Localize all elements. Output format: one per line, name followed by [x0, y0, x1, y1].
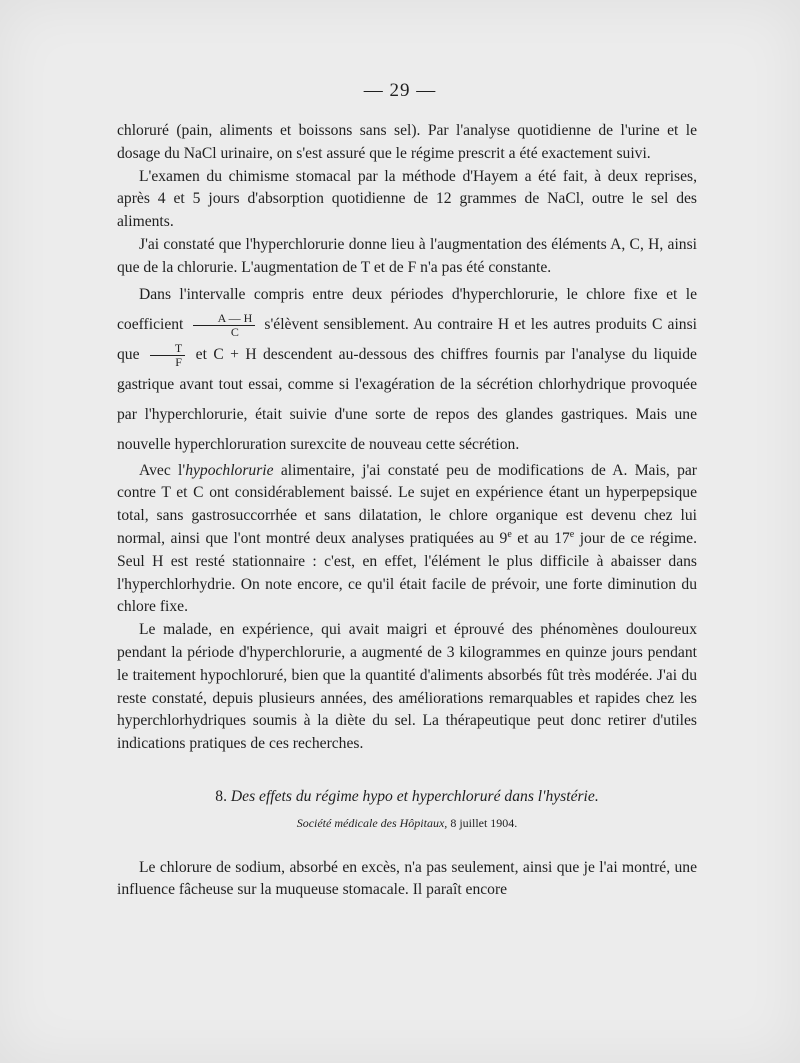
- paragraph-3: J'ai constaté que l'hyperchlorurie donne lieu à l'augmentation des éléments A, C, H, ainsi que de la chlorurie. L'augmentation de T et de F n'a pas été constante.: [117, 235, 697, 276]
- ordinal-superscript-2: e: [569, 528, 575, 540]
- paragraph-4: [117, 280, 697, 460]
- paragraph-5-part-a: Avec l': [139, 461, 186, 479]
- paragraph-5: [117, 460, 697, 620]
- paragraph-5-italic-term: hypochlorurie: [185, 461, 274, 479]
- fraction-a-minus-h-over-c: [193, 312, 256, 339]
- paragraph-5-part-b: alimentaire, j'ai constaté peu de modifications de A. Mais, par contre T et C ont considérablement baissé. Le sujet en expérience étant un hyperpepsique total, sans gastrosuccorrhée et sans dilatation, le chlore organique est devenu chez lui normal, ainsi que l'ont montré deux analyses pratiquées au 9: [117, 461, 697, 547]
- fraction-2-denominator: F: [175, 354, 182, 369]
- section-source-date: 8 juillet 1904.: [447, 815, 518, 830]
- section-source: [117, 812, 697, 835]
- section-heading: [117, 786, 697, 809]
- paragraph-1: chloruré (pain, aliments et boissons sans sel). Par l'analyse quotidienne de l'urine et le dosage du NaCl urinaire, on s'est assuré que le régime prescrit a été exactement suivi.: [117, 122, 697, 162]
- paragraph-7: Le chlorure de sodium, absorbé en excès, n'a pas seulement, ainsi que je l'ai montré, une influence fâcheuse sur la muqueuse stomacale. Il paraît encore: [117, 858, 697, 899]
- ordinal-superscript-1: e: [507, 528, 512, 540]
- paragraph-6: Le malade, en expérience, qui avait maigri et éprouvé des phénomènes douloureux pendant la période d'hyperchlorurie, a augmenté de 3 kilogrammes en quinze jours pendant le traitement hypochloruré, bien que la quantité d'aliments absorbés fût très modérée. J'ai du reste constaté, depuis plusieurs années, des améliorations remarquables et rapides chez les hyperchlorhydriques soumis à la diète du sel. La thérapeutique peut donc retirer d'utiles indications pratiques de ces recherches.: [117, 621, 697, 753]
- paragraph-4-part-b: s'élèvent sensiblement. Au contraire H et les autres produits C ainsi que: [117, 315, 697, 363]
- section-number: 8.: [215, 787, 227, 805]
- paragraph-4-part-a: Dans l'intervalle compris entre deux périodes d'hyperchlorurie, le chlore fixe et le coefficient: [117, 285, 697, 333]
- fraction-2-numerator: T: [150, 342, 185, 356]
- section-title: Des effets du régime hypo et hyperchloruré dans l'hystérie.: [230, 787, 599, 805]
- body-text: [117, 120, 697, 902]
- paragraph-5-part-d: jour de ce régime. Seul H est resté stationnaire : c'est, en effet, l'élément le plus difficile à abaisser dans l'hyperchlorhydrie. On note encore, ce qu'il était facile de prévoir, une forte diminution du chlore fixe.: [117, 529, 698, 616]
- page-number: — 29 —: [363, 80, 437, 101]
- fraction-1-denominator: C: [230, 324, 239, 339]
- paragraph-4-part-c: et C + H descendent au-dessous des chiffres fournis par l'analyse du liquide gastrique avant tout essai, comme si l'exagération de la sécrétion chlorhydrique provoquée par l'hyperchlorurie, était suivie d'une sorte de repos des glandes gastriques. Mais une nouvelle hyperchloruration surexcite de nouveau cette sécrétion.: [117, 345, 697, 453]
- fraction-t-over-f: [150, 342, 185, 369]
- section-source-society: Société médicale des Hôpitaux,: [296, 815, 448, 830]
- paragraph-5-part-c: et au 17: [511, 529, 570, 547]
- paragraph-2: L'examen du chimisme stomacal par la méthode d'Hayem a été fait, à deux reprises, après 4 et 5 jours d'absorption quotidienne de 12 grammes de NaCl, outre le sel des aliments.: [117, 167, 697, 231]
- fraction-1-numerator: A — H: [193, 312, 256, 326]
